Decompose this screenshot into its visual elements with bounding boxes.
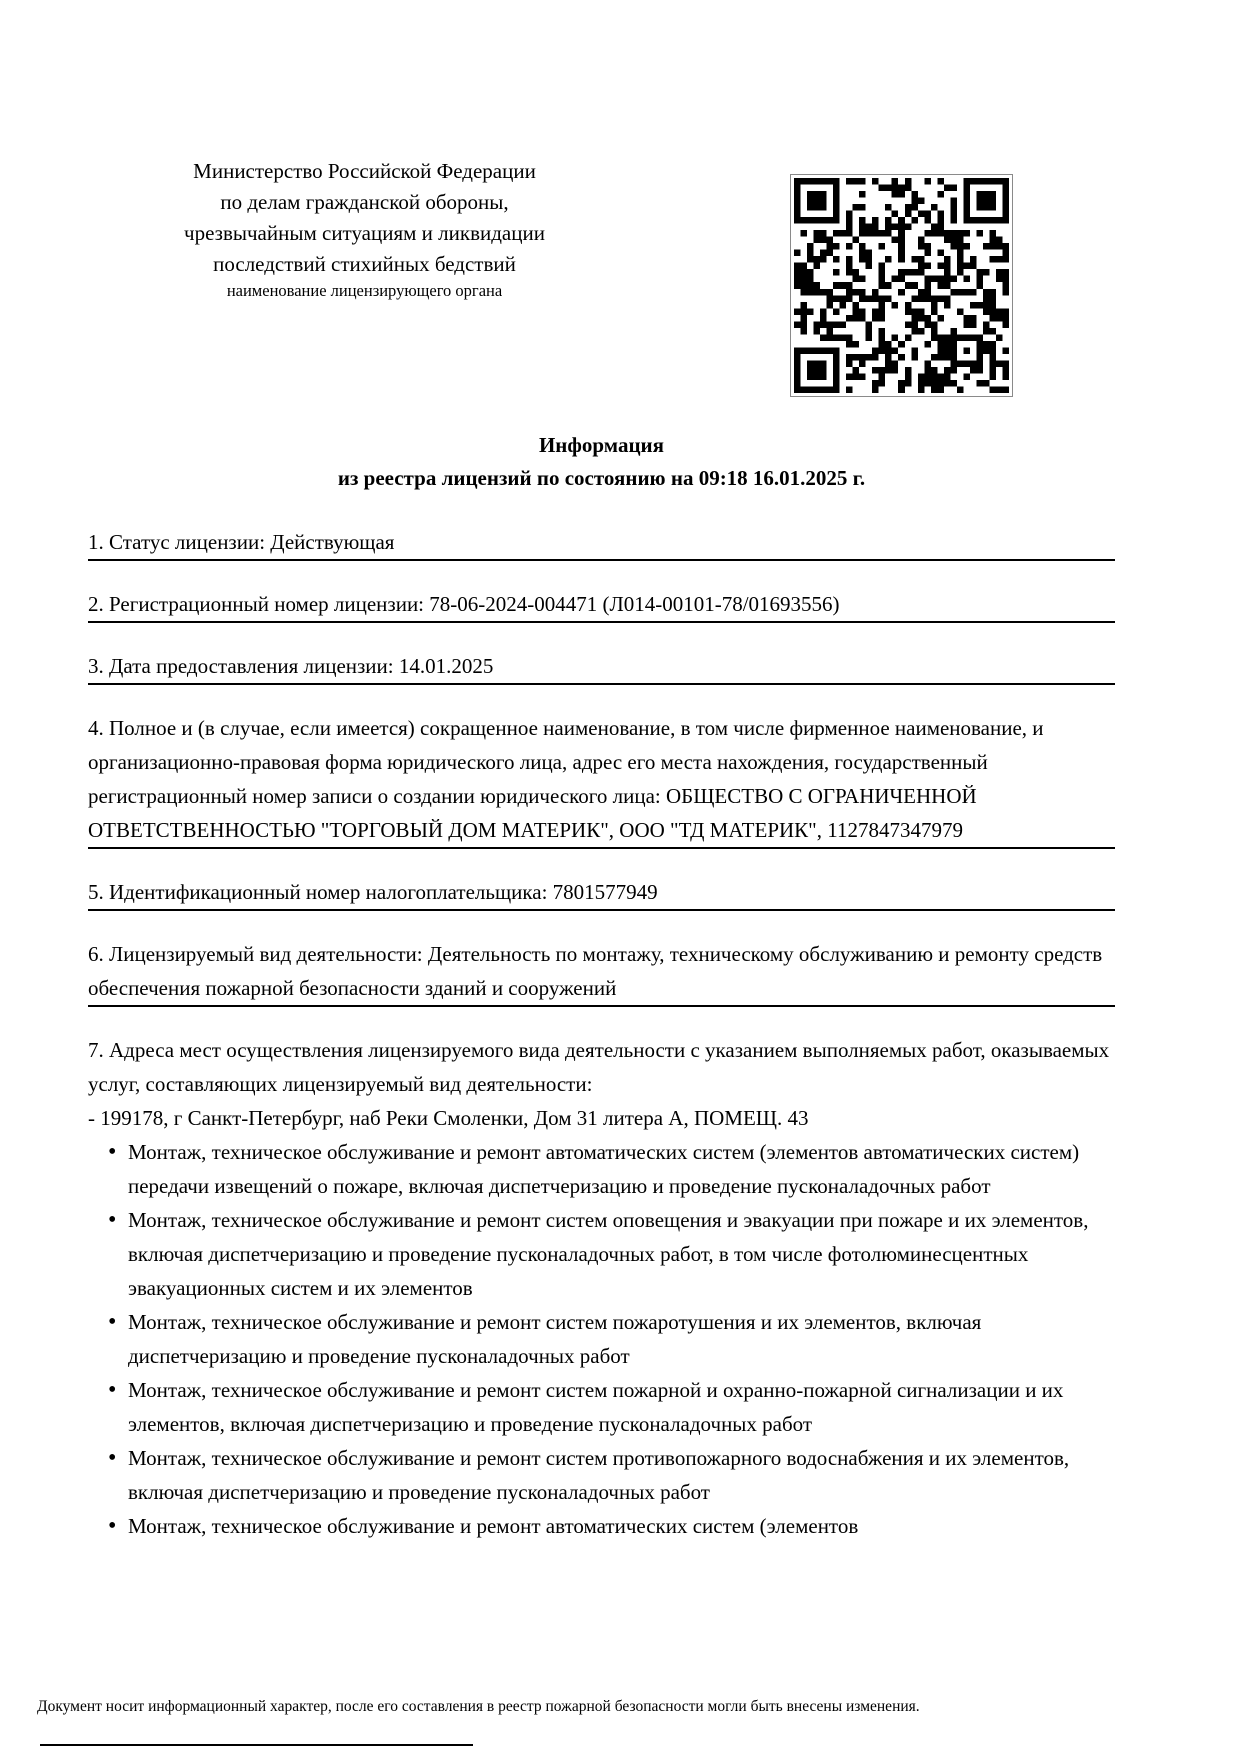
ministry-name-line: по делам гражданской обороны, bbox=[220, 190, 509, 214]
ministry-name-line: чрезвычайным ситуациям и ликвидации bbox=[184, 221, 545, 245]
bottom-partial-rule bbox=[40, 1744, 473, 1746]
document-title: Информация bbox=[538, 433, 665, 457]
document-content bbox=[88, 0, 1115, 1543]
field-organization-name: 4. Полное и (в случае, если имеется) сокращенное наименование, в том числе фирменное наименование, и организационно-правовая форма юридического лица, адрес его места нахождения, государственный регистрационный номер записи о создании юридического лица: ОБЩЕСТВО С ОГРАНИЧЕННОЙ ОТВЕТСТВЕННОСТЬЮ "ТОРГОВЫЙ ДОМ МАТЕРИК", ООО "ТД МАТЕРИК", 1127847347979 bbox=[88, 711, 1115, 849]
addresses-section bbox=[88, 1033, 1115, 1543]
works-list bbox=[108, 1135, 1115, 1543]
field-taxpayer-number: 5. Идентификационный номер налогоплательщика: 7801577949 bbox=[88, 875, 1115, 911]
document-header bbox=[88, 156, 1115, 397]
field-license-status: 1. Статус лицензии: Действующая bbox=[88, 525, 1115, 561]
work-item: • Монтаж, техническое обслуживание и ремонт систем пожарной и охранно-пожарной сигнализации и их элементов, включая диспетчеризацию и проведение пусконаладочных работ bbox=[108, 1373, 1115, 1441]
work-item: • Монтаж, техническое обслуживание и ремонт систем противопожарного водоснабжения и их элементов, включая диспетчеризацию и проведение пусконаладочных работ bbox=[108, 1441, 1115, 1509]
licensing-authority-block bbox=[112, 156, 617, 302]
document-title-block bbox=[88, 429, 1115, 495]
work-item: • Монтаж, техническое обслуживание и ремонт автоматических систем (элементов автоматических систем) передачи извещений о пожаре, включая диспетчеризацию и проведение пусконаладочных работ bbox=[108, 1135, 1115, 1203]
address-line: - 199178, г Санкт-Петербург, наб Реки Смоленки, Дом 31 литера А, ПОМЕЩ. 43 bbox=[88, 1106, 809, 1130]
ministry-name-line: Министерство Российской Федерации bbox=[193, 159, 536, 183]
field-grant-date: 3. Дата предоставления лицензии: 14.01.2025 bbox=[88, 649, 1115, 685]
ministry-name-line: последствий стихийных бедствий bbox=[213, 252, 516, 276]
licensing-authority-caption: наименование лицензирующего органа bbox=[226, 281, 503, 300]
work-item: • Монтаж, техническое обслуживание и ремонт автоматических систем (элементов bbox=[108, 1509, 1115, 1543]
work-item: • Монтаж, техническое обслуживание и ремонт систем пожаротушения и их элементов, включая диспетчеризацию и проведение пусконаладочных работ bbox=[108, 1305, 1115, 1373]
license-fields bbox=[88, 525, 1115, 1007]
qr-code bbox=[790, 174, 1013, 397]
addresses-intro: 7. Адреса мест осуществления лицензируемого вида деятельности с указанием выполняемых работ, оказываемых услуг, составляющих лицензируемый вид деятельности: bbox=[88, 1038, 1110, 1096]
work-item: • Монтаж, техническое обслуживание и ремонт систем оповещения и эвакуации при пожаре и их элементов, включая диспетчеризацию и проведение пусконаладочных работ, в том числе фотолюминесцентных эвакуационных систем и их элементов bbox=[108, 1203, 1115, 1305]
footer-disclaimer: Документ носит информационный характер, после его составления в реестр пожарной безопасности могли быть внесены изменения. bbox=[37, 1698, 920, 1715]
document-subtitle: из реестра лицензий по состоянию на 09:18 16.01.2025 г. bbox=[337, 466, 866, 490]
field-licensed-activity: 6. Лицензируемый вид деятельности: Деятельность по монтажу, техническому обслуживанию и ремонту средств обеспечения пожарной безопасности зданий и сооружений bbox=[88, 937, 1115, 1007]
field-registration-number: 2. Регистрационный номер лицензии: 78-06-2024-004471 (Л014-00101-78/01693556) bbox=[88, 587, 1115, 623]
